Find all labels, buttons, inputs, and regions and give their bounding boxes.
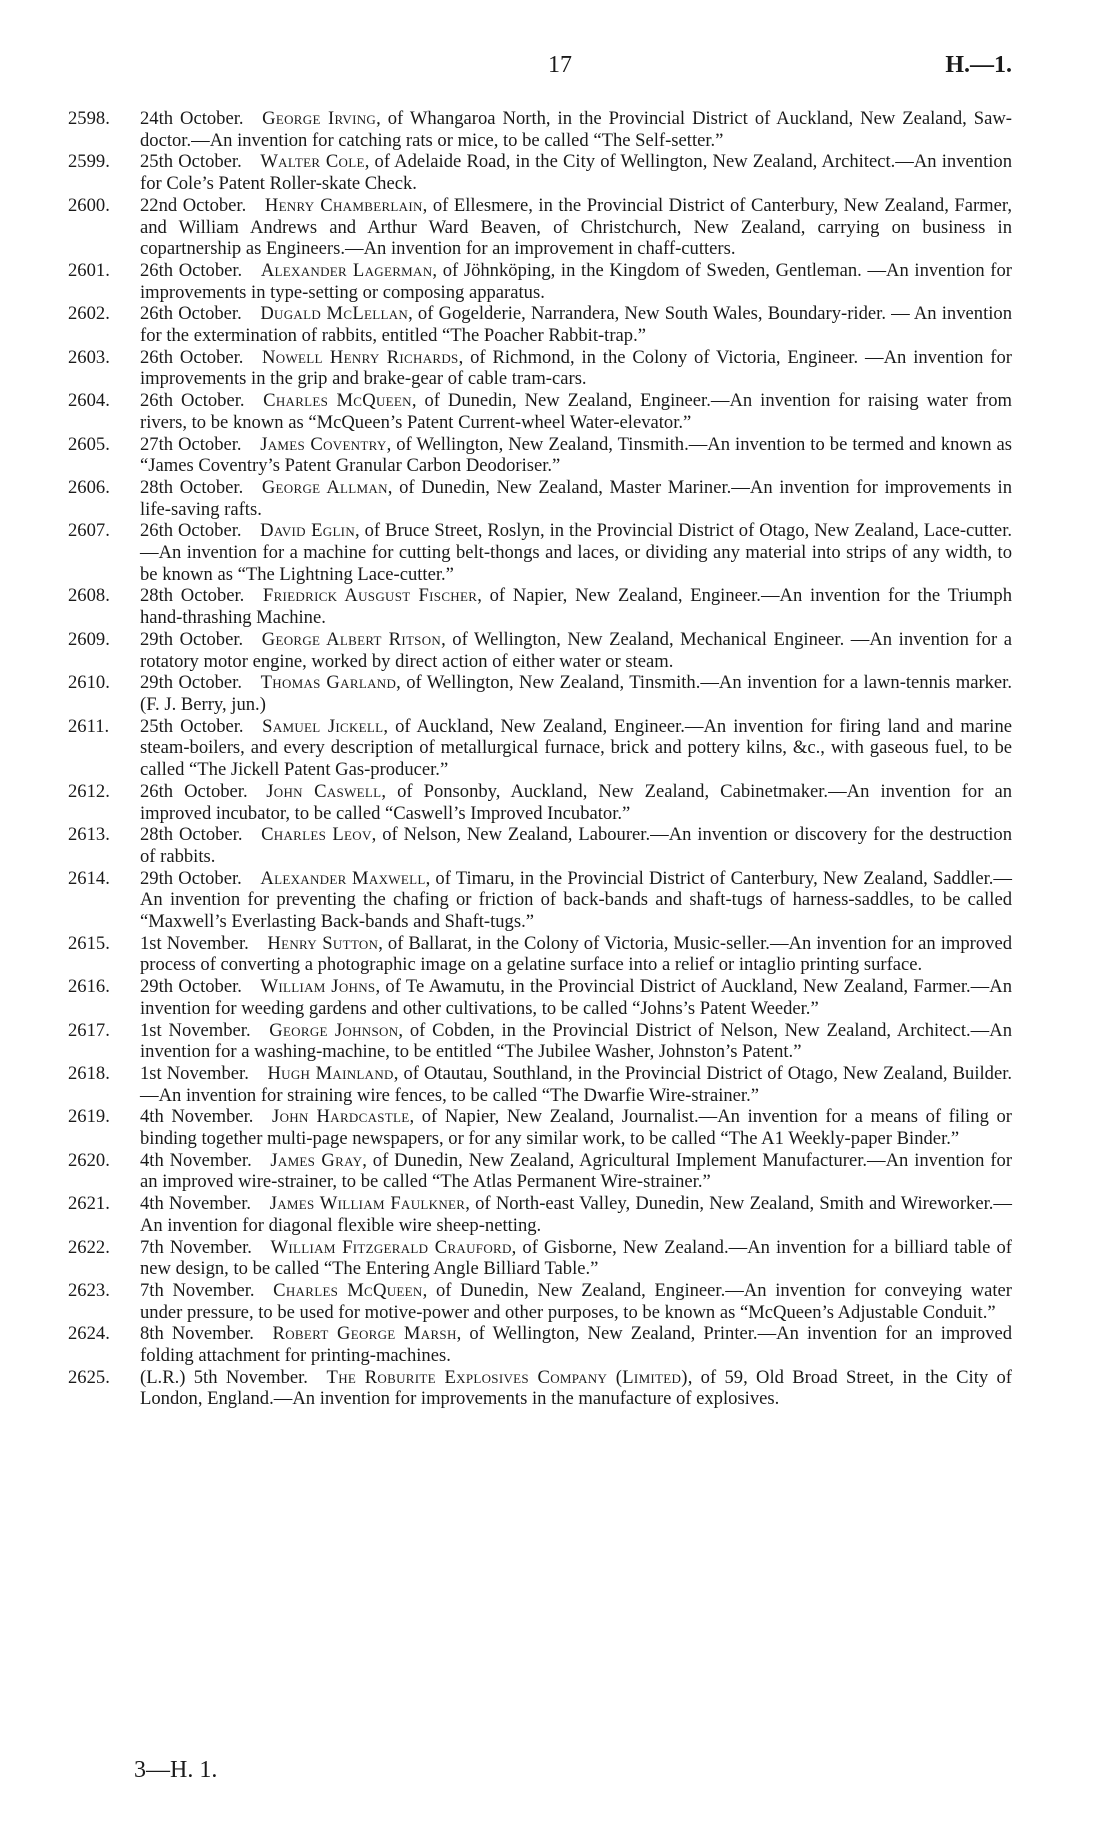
entry-number: 2605. — [68, 433, 110, 455]
patent-entry — [68, 1106, 1012, 1149]
entry-date: 1st November. — [140, 1062, 249, 1084]
entry-date: 25th October. — [140, 715, 244, 737]
applicant-name: Samuel Jickell — [262, 715, 384, 737]
entry-description: , of Cobden, in the Provincial District of Nelson, New Zealand, Architect.—An invention for a washing-machine, to be entitled “The Jubilee Washer, Johnston’s Patent.” — [140, 1019, 1012, 1063]
entry-number: 2603. — [68, 346, 110, 368]
patent-entry — [68, 585, 1012, 628]
applicant-name: Walter Cole — [260, 151, 365, 173]
entry-number: 2601. — [68, 259, 110, 281]
entry-date: 22nd October. — [140, 194, 247, 216]
entry-date: 28th October. — [140, 585, 245, 607]
entry-description: , of Wellington, New Zealand, Printer.—An invention for an improved folding attachment for printing-machines. — [140, 1323, 1012, 1367]
applicant-name: William Johns — [260, 976, 376, 998]
entry-description: , of Napier, New Zealand, Engineer.—An invention for the Triumph hand-thrashing Machine. — [140, 585, 1012, 629]
entry-date: (L.R.) 5th November. — [140, 1366, 308, 1388]
entry-description: , of Gogelderie, Narrandera, New South Wales, Boundary-rider. — An invention for the extermination of rabbits, entitled “The Poacher Rabbit-trap.” — [140, 303, 1012, 347]
applicant-name: Charles Leov — [261, 824, 372, 846]
applicant-name: Charles McQueen — [273, 1279, 423, 1301]
entry-date: 25th October. — [140, 151, 242, 173]
entry-description: , of Dunedin, New Zealand, Agricultural Implement Manufacturer.—An invention for an improved wire-strainer, to be called “The Atlas Permanent Wire-strainer.” — [140, 1149, 1013, 1193]
entry-number: 2622. — [68, 1236, 110, 1258]
patent-entry — [68, 1280, 1012, 1323]
entry-description: , of Jöhnköping, in the Kingdom of Sweden, Gentleman. —An invention for improvements in type-setting or composing apparatus. — [140, 259, 1012, 303]
applicant-name: Dugald McLellan — [260, 303, 409, 325]
patent-entry — [68, 868, 1012, 933]
patent-entry — [68, 260, 1012, 303]
entry-description: , of Auckland, New Zealand, Engineer.—An invention for firing land and marine steam-boilers, and every description of metallurgical furnace, brick and pottery kilns, &c., with gaseous fuel, to be called “The Jickell Patent Gas-producer.” — [140, 715, 1012, 781]
patent-entry — [68, 672, 1012, 715]
entry-number: 2619. — [68, 1106, 110, 1128]
patent-entry — [68, 390, 1012, 433]
entry-number: 2612. — [68, 780, 110, 802]
applicant-name: George Irving — [262, 108, 377, 129]
entry-date: 4th November. — [140, 1149, 252, 1171]
patent-entry — [68, 434, 1012, 477]
session-code: H.—1. — [945, 52, 1012, 78]
entry-number: 2600. — [68, 194, 110, 216]
entry-description: , of Timaru, in the Provincial District of Canterbury, New Zealand, Saddler.—An invention for preventing the chafing or friction of back-bands and shaft-tugs of harness-saddles, to be called “Maxwell’s Everlasting Back-bands and Shaft-tugs.” — [140, 867, 1012, 933]
entry-description: , of 59, Old Broad Street, in the City of London, England.—An invention for improvements in the manufacture of explosives. — [140, 1366, 1012, 1410]
entry-description: , of Whangaroa North, in the Provincial District of Auckland, New Zealand, Saw-doctor.—An invention for catching rats or mice, to be called “The Self-setter.” — [140, 108, 1012, 151]
entry-date: 28th October. — [140, 824, 243, 846]
entry-description: , of Gisborne, New Zealand.—An invention for a billiard table of new design, to be called “The Entering Angle Billiard Table.” — [140, 1236, 1012, 1280]
entry-description: , of Napier, New Zealand, Journalist.—An invention for a means of filing or binding together multi-page newspapers, or for any similar work, to be called “The A1 Weekly-paper Binder.” — [140, 1106, 1012, 1150]
entry-number: 2609. — [68, 628, 110, 650]
entry-date: 29th October. — [140, 628, 244, 650]
entry-date: 7th November. — [140, 1236, 252, 1258]
entry-date: 4th November. — [140, 1106, 254, 1128]
entry-description: , of Nelson, New Zealand, Labourer.—An invention or discovery for the destruction of rabbits. — [140, 824, 1012, 867]
applicant-name: Friedrick Ausgust Fischer — [262, 585, 478, 607]
entry-number: 2610. — [68, 672, 110, 694]
entry-date: 26th October. — [140, 303, 242, 325]
entry-number: 2598. — [68, 108, 110, 129]
entry-description: , of Wellington, New Zealand, Tinsmith.—An invention to be termed and known as “James Coventry’s Patent Granular Carbon Deodoriser.” — [140, 433, 1012, 477]
patent-entry — [68, 716, 1012, 781]
applicant-name: Charles McQueen — [263, 390, 412, 412]
patent-entry — [68, 629, 1012, 672]
applicant-name: The Roburite Explosives Company (Limited) — [326, 1366, 688, 1388]
entry-description: , of Wellington, New Zealand, Mechanical Engineer. —An invention for a rotatory motor engine, worked by direct action of either water or steam. — [140, 628, 1012, 672]
entry-description: , of Richmond, in the Colony of Victoria, Engineer. —An invention for improvements in the grip and brake-gear of cable tram-cars. — [140, 346, 1012, 390]
entry-date: 26th October. — [140, 390, 245, 412]
applicant-name: Alexander Maxwell — [260, 867, 426, 889]
entry-date: 29th October. — [140, 867, 242, 889]
applicant-name: Henry Chamberlain — [264, 194, 423, 216]
entry-description: , of Te Awamutu, in the Provincial District of Auckland, New Zealand, Farmer.—An invention for weeding gardens and other cultivations, to be called “Johns’s Patent Weeder.” — [140, 976, 1013, 1019]
applicant-name: Thomas Garland — [260, 672, 397, 694]
patent-entry — [68, 1020, 1012, 1063]
patent-entry — [68, 520, 1012, 585]
applicant-name: James William Faulkner — [269, 1193, 466, 1215]
applicant-name: Hugh Mainland — [267, 1062, 394, 1084]
entry-description: , of Dunedin, New Zealand, Engineer.—An invention for raising water from rivers, to be known as “McQueen’s Patent Current-wheel Water-elevator.” — [140, 390, 1012, 433]
entry-date: 26th October. — [140, 520, 242, 542]
applicant-name: Alexander Lagerman — [260, 259, 433, 281]
patent-entry — [68, 108, 1012, 151]
applicant-name: David Eglin — [260, 520, 356, 542]
entry-date: 8th November. — [140, 1323, 254, 1345]
entry-number: 2611. — [68, 715, 110, 737]
entry-description: , of Ballarat, in the Colony of Victoria, Music-seller.—An invention for an improved process of converting a photographic image on a gelatine surface into a relief or intaglio printing surface. — [140, 932, 1012, 976]
applicant-name: George Albert Ritson — [261, 628, 442, 650]
entry-date: 29th October. — [140, 976, 242, 998]
entry-description: , of Otautau, Southland, in the Provincial District of Otago, New Zealand, Builder.—An invention for straining wire fences, to be called “The Dwarfie Wire-strainer.” — [140, 1062, 1013, 1106]
patent-entries-list — [68, 108, 1012, 1410]
page-number: 17 — [548, 52, 572, 78]
patent-entry — [68, 1193, 1012, 1236]
patent-entry — [68, 933, 1012, 976]
entry-date: 26th October. — [140, 259, 243, 281]
entry-number: 2608. — [68, 585, 110, 607]
applicant-name: James Coventry — [260, 433, 387, 455]
entry-number: 2625. — [68, 1366, 110, 1388]
entry-number: 2620. — [68, 1149, 110, 1171]
entry-number: 2599. — [68, 151, 110, 173]
entry-date: 1st November. — [140, 1019, 251, 1041]
applicant-name: John Caswell — [266, 780, 382, 802]
entry-date: 26th October. — [140, 780, 248, 802]
signature-mark: 3—H. 1. — [134, 1757, 218, 1783]
patent-entry — [68, 824, 1012, 867]
patent-entry — [68, 1237, 1012, 1280]
patent-entry — [68, 1150, 1012, 1193]
entry-number: 2621. — [68, 1193, 110, 1215]
entry-date: 28th October. — [140, 476, 244, 498]
entry-description: , of Dunedin, New Zealand, Engineer.—An invention for conveying water under pressure, to be used for motive-power and other purposes, to be known as “McQueen’s Adjustable Conduit.” — [140, 1279, 1012, 1323]
entry-date: 1st November. — [140, 932, 249, 954]
entry-number: 2618. — [68, 1062, 110, 1084]
entry-number: 2623. — [68, 1279, 110, 1301]
entry-description: , of Bruce Street, Roslyn, in the Provincial District of Otago, New Zealand, Lace-cutter.—An invention for a machine for cutting belt-thongs and laces, or dividing any material into strips of any width, to be known as “The Lightning Lace-cutter.” — [140, 520, 1013, 585]
entry-number: 2602. — [68, 303, 110, 325]
applicant-name: John Hardcastle — [272, 1106, 410, 1128]
patent-entry — [68, 976, 1012, 1019]
applicant-name: William Fitzgerald Crauford — [270, 1236, 512, 1258]
entry-description: , of Dunedin, New Zealand, Master Mariner.—An invention for improvements in life-saving rafts. — [140, 476, 1012, 520]
patent-entry — [68, 477, 1012, 520]
entry-number: 2616. — [68, 976, 110, 998]
entry-date: 7th November. — [140, 1279, 255, 1301]
patent-entry — [68, 1063, 1012, 1106]
entry-date: 24th October. — [140, 108, 244, 129]
entry-description: , of Ponsonby, Auckland, New Zealand, Cabinetmaker.—An invention for an improved incubator, to be called “Caswell’s Improved Incubator.” — [140, 780, 1013, 824]
entry-description: , of Wellington, New Zealand, Tinsmith.—An invention for a lawn-tennis marker. (F. J. Berry, jun.) — [140, 672, 1012, 715]
entry-number: 2607. — [68, 520, 110, 542]
entry-number: 2615. — [68, 932, 110, 954]
entry-description: , of North-east Valley, Dunedin, New Zealand, Smith and Wireworker.—An invention for diagonal flexible wire sheep-netting. — [140, 1193, 1012, 1236]
applicant-name: Robert George Marsh — [272, 1323, 457, 1345]
patent-entry — [68, 781, 1012, 824]
entry-description: , of Adelaide Road, in the City of Wellington, New Zealand, Architect.—An invention for Cole’s Patent Roller-skate Check. — [140, 151, 1013, 195]
applicant-name: George Allman — [261, 476, 388, 498]
applicant-name: George Johnson — [269, 1019, 399, 1041]
patent-entry — [68, 1323, 1012, 1366]
entry-date: 27th October. — [140, 433, 242, 455]
applicant-name: Henry Sutton — [267, 932, 379, 954]
entry-number: 2624. — [68, 1323, 110, 1345]
entry-number: 2606. — [68, 476, 110, 498]
patent-entry — [68, 195, 1012, 260]
entry-number: 2613. — [68, 824, 110, 846]
patent-entry — [68, 347, 1012, 390]
applicant-name: Nowell Henry Richards — [262, 346, 459, 368]
patent-entry — [68, 1367, 1012, 1410]
entry-date: 29th October. — [140, 672, 242, 694]
entry-number: 2617. — [68, 1019, 110, 1041]
entry-date: 26th October. — [140, 346, 244, 368]
applicant-name: James Gray — [270, 1149, 363, 1171]
patent-entry — [68, 303, 1012, 346]
entry-number: 2604. — [68, 390, 110, 412]
entry-date: 4th November. — [140, 1193, 252, 1215]
entry-description: , of Ellesmere, in the Provincial District of Canterbury, New Zealand, Farmer, and William Andrews and Arthur Ward Beaven, of Christchurch, New Zealand, carrying on business in copartnership as Engineers.—An invention for an improvement in chaff-cutters. — [140, 194, 1012, 260]
entry-number: 2614. — [68, 867, 110, 889]
patent-entry — [68, 151, 1012, 194]
